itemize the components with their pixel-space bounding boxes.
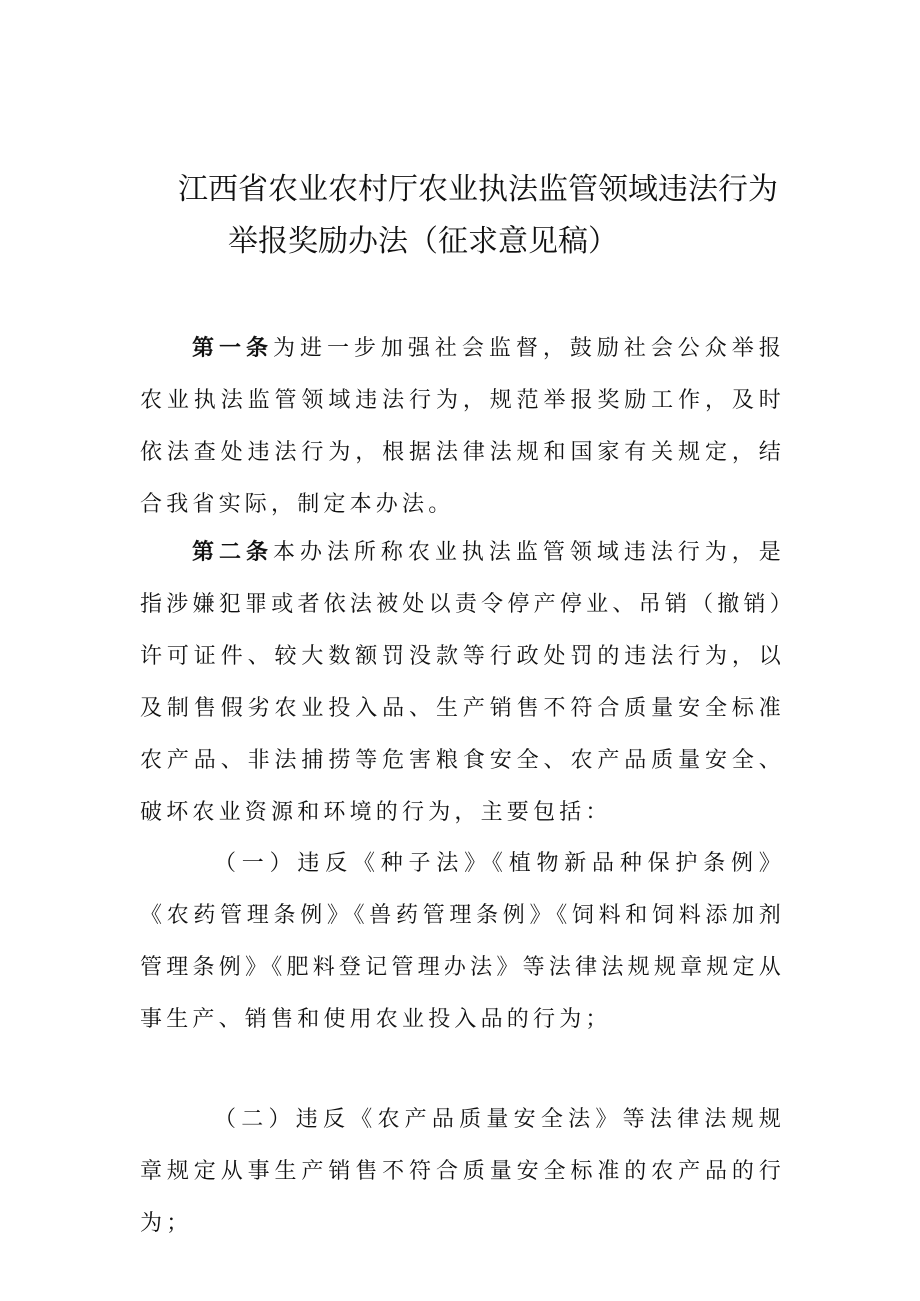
- list-item-1: （一）违反《种子法》《植物新品种保护条例》《农药管理条例》《兽药管理条例》《饲料和饲料添加剂管理条例》《肥料登记管理办法》等法律法规规章规定从事生产、销售和使用农业投入品的行为；: [140, 851, 785, 1032]
- article-2-text: 本办法所称农业执法监管领域违法行为，是指涉嫌犯罪或者依法被处以责令停产停业、吊销（撤销）许可证件、较大数额罚没款等行政处罚的违法行为，以及制售假劣农业投入品、生产销售不符合质量安全标准农产品、非法捕捞等危害粮食安全、农产品质量安全、破坏农业资源和环境的行为，主要包括：: [140, 540, 785, 825]
- article-1-number: 第一条: [192, 335, 273, 361]
- article-2-paragraph: [140, 526, 785, 839]
- article-1-text: 为进一步加强社会监督，鼓励社会公众举报农业执法监管领域违法行为，规范举报奖励工作，及时依法查处违法行为，根据法律法规和国家有关规定，结合我省实际，制定本办法。: [140, 336, 785, 517]
- document-title-line-1: 江西省农业农村厅农业执法监管领域违法行为: [178, 172, 778, 207]
- article-1-paragraph: [140, 322, 785, 531]
- list-item-2: （二）违反《农产品质量安全法》等法律法规规章规定从事生产销售不符合质量安全标准的农产品的行为；: [140, 1107, 785, 1236]
- document-title-line-2: 举报奖励办法（征求意见稿）: [228, 224, 618, 259]
- article-2-number: 第二条: [192, 539, 273, 565]
